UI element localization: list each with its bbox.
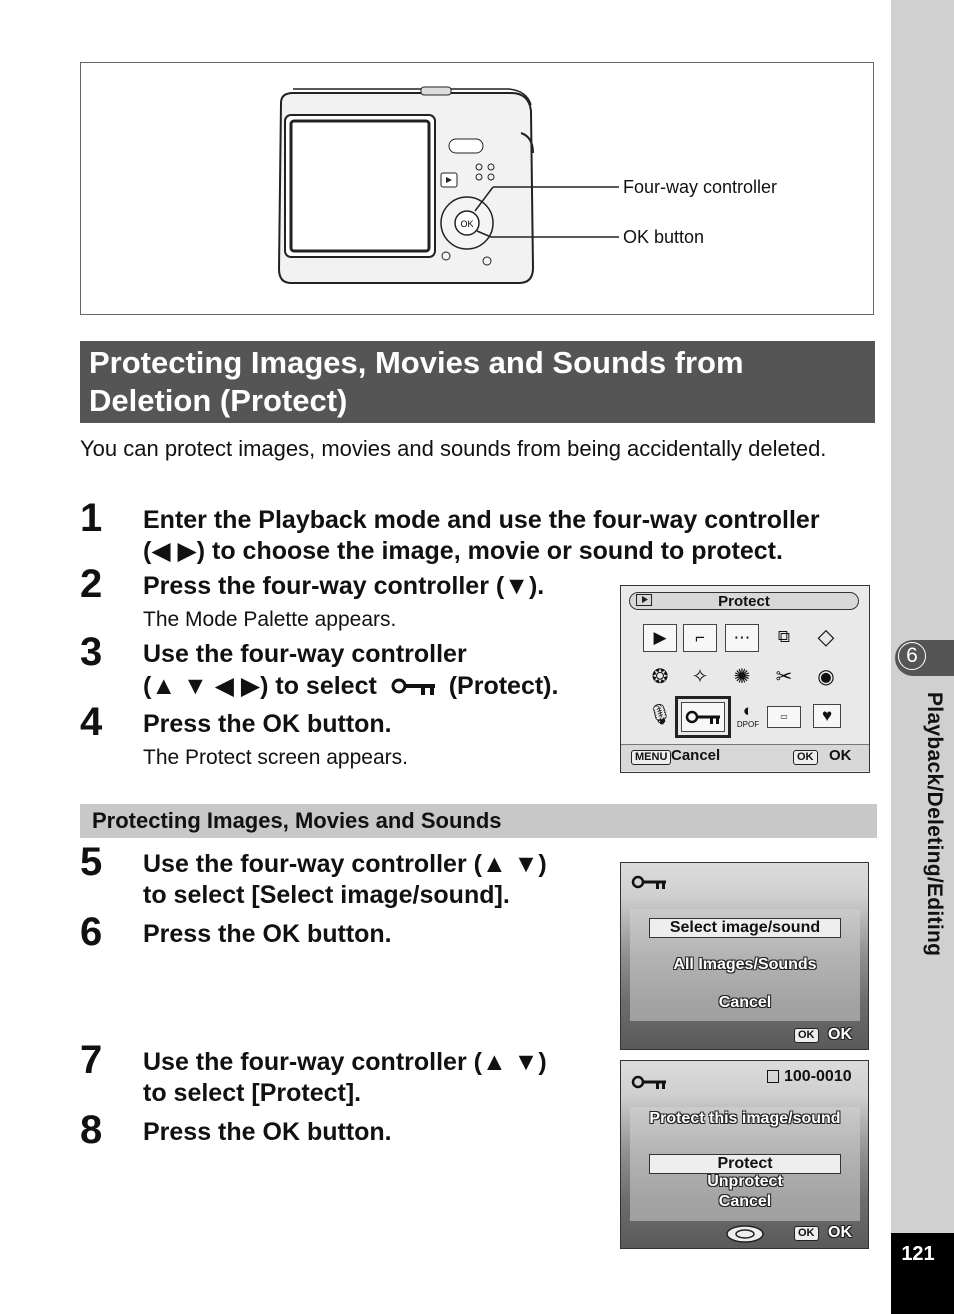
folder-icon xyxy=(767,1070,779,1083)
step-3-text xyxy=(143,639,613,703)
menu-key: MENU xyxy=(631,750,671,765)
movie-edit-icon[interactable]: ✂ xyxy=(775,666,793,688)
step-2-text: Press the four-way controller (▼). xyxy=(143,572,545,600)
callout-ok-button: OK button xyxy=(623,227,705,247)
slideshow-icon[interactable]: ▶ xyxy=(643,624,677,652)
palette-footer xyxy=(621,744,870,771)
ok-label: OK xyxy=(829,747,852,764)
step-3-line2-b: (Protect). xyxy=(448,672,559,700)
section-title-line2: Deletion (Protect) xyxy=(89,383,348,418)
resize-icon[interactable]: ⌐ xyxy=(683,624,717,652)
protect-key-icon xyxy=(631,1075,667,1089)
subheading: Protecting Images, Movies and Sounds xyxy=(80,804,877,838)
step-5-line2: to select [Select image/sound]. xyxy=(143,881,510,909)
ok-button-drawing-label: OK xyxy=(460,219,474,229)
step-4-note: The Protect screen appears. xyxy=(143,746,408,769)
chapter-title: Playback/Deleting/Editing xyxy=(923,692,946,957)
section-title xyxy=(80,341,875,423)
brightness-filter-icon[interactable]: ✧ xyxy=(691,666,709,688)
step-number-6: 6 xyxy=(80,910,103,954)
step-3-line1: Use the four-way controller xyxy=(143,640,467,668)
protect-screen xyxy=(620,1060,869,1249)
step-1-line2: (◀ ▶) to choose the image, movie or sound to protect. xyxy=(143,537,783,565)
step-number-3: 3 xyxy=(80,630,103,674)
select-ok-key: OK xyxy=(794,1028,819,1043)
protect-ok-label: OK xyxy=(828,1224,852,1241)
select-ok-label: OK xyxy=(828,1026,852,1043)
frame-composite-icon[interactable]: ♥ xyxy=(813,704,841,728)
option-cancel[interactable]: Cancel xyxy=(718,994,772,1011)
key-icon xyxy=(390,672,436,703)
ok-key: OK xyxy=(793,750,818,765)
step-number-5: 5 xyxy=(80,840,103,884)
dpof-label: DPOF xyxy=(736,720,760,729)
palette-header-label: Protect xyxy=(718,593,770,610)
callout-four-way-controller: Four-way controller xyxy=(623,177,778,197)
protect-ok-key: OK xyxy=(794,1226,819,1241)
step-1-text xyxy=(143,505,888,567)
color-filter-icon[interactable]: ✺ xyxy=(733,666,751,688)
file-number: 100-0010 xyxy=(784,1068,852,1085)
protect-key-icon xyxy=(631,875,667,889)
select-screen xyxy=(620,862,869,1050)
section-title-line1: Protecting Images, Movies and Sounds from xyxy=(89,345,744,380)
option-all-images-sounds[interactable]: All Images/Sounds xyxy=(673,956,817,973)
page-number-box xyxy=(891,1233,954,1314)
step-number-1: 1 xyxy=(80,496,103,540)
camera-figure xyxy=(80,62,874,315)
step-3-line2 xyxy=(143,671,613,703)
cropping-icon[interactable]: ⋯ xyxy=(725,624,759,652)
step-4-text: Press the OK button. xyxy=(143,710,392,738)
playback-icon xyxy=(636,594,652,606)
intro-text: You can protect images, movies and sounds from being accidentally deleted. xyxy=(80,436,827,461)
page-number: 121 xyxy=(901,1243,935,1265)
step-number-4: 4 xyxy=(80,700,103,744)
step-7-text xyxy=(143,1047,613,1109)
step-number-2: 2 xyxy=(80,562,103,606)
chapter-number: 6 xyxy=(898,642,926,670)
protect-icon[interactable] xyxy=(681,702,725,732)
red-eye-icon[interactable]: ◉ xyxy=(817,666,835,688)
step-5-line1: Use the four-way controller (▲ ▼) xyxy=(143,850,547,878)
step-3-line2-a: (▲ ▼ ◀ ▶) to select xyxy=(143,672,377,700)
start-up-screen-icon[interactable]: ▭ xyxy=(767,706,801,728)
mode-palette-screen xyxy=(620,585,870,773)
digital-filter-icon[interactable]: ❂ xyxy=(651,666,669,688)
voice-memo-icon[interactable]: 🎙 xyxy=(647,704,673,726)
option-cancel[interactable]: Cancel xyxy=(718,1193,772,1210)
option-protect[interactable]: Protect xyxy=(649,1154,841,1174)
step-1-line1: Enter the Playback mode and use the four-way controller xyxy=(143,506,820,534)
step-6-text: Press the OK button. xyxy=(143,920,392,948)
step-7-line2: to select [Protect]. xyxy=(143,1079,362,1107)
step-number-7: 7 xyxy=(80,1038,103,1082)
option-select-image-sound[interactable]: Select image/sound xyxy=(649,918,841,938)
dpof-icon[interactable]: ◐ DPOF xyxy=(731,702,765,730)
option-unprotect[interactable]: Unprotect xyxy=(707,1173,783,1190)
protect-prompt: Protect this image/sound xyxy=(649,1110,841,1127)
rotating-icon[interactable]: ◇ xyxy=(817,624,835,649)
four-way-dial-icon xyxy=(725,1224,765,1244)
step-8-text: Press the OK button. xyxy=(143,1118,392,1146)
image-copy-icon[interactable]: ⧉ xyxy=(777,627,791,646)
step-5-text xyxy=(143,849,613,911)
step-number-8: 8 xyxy=(80,1108,103,1152)
palette-header xyxy=(629,592,859,610)
step-7-line1: Use the four-way controller (▲ ▼) xyxy=(143,1048,547,1076)
step-2-note: The Mode Palette appears. xyxy=(143,608,397,631)
cancel-label: Cancel xyxy=(671,747,721,764)
